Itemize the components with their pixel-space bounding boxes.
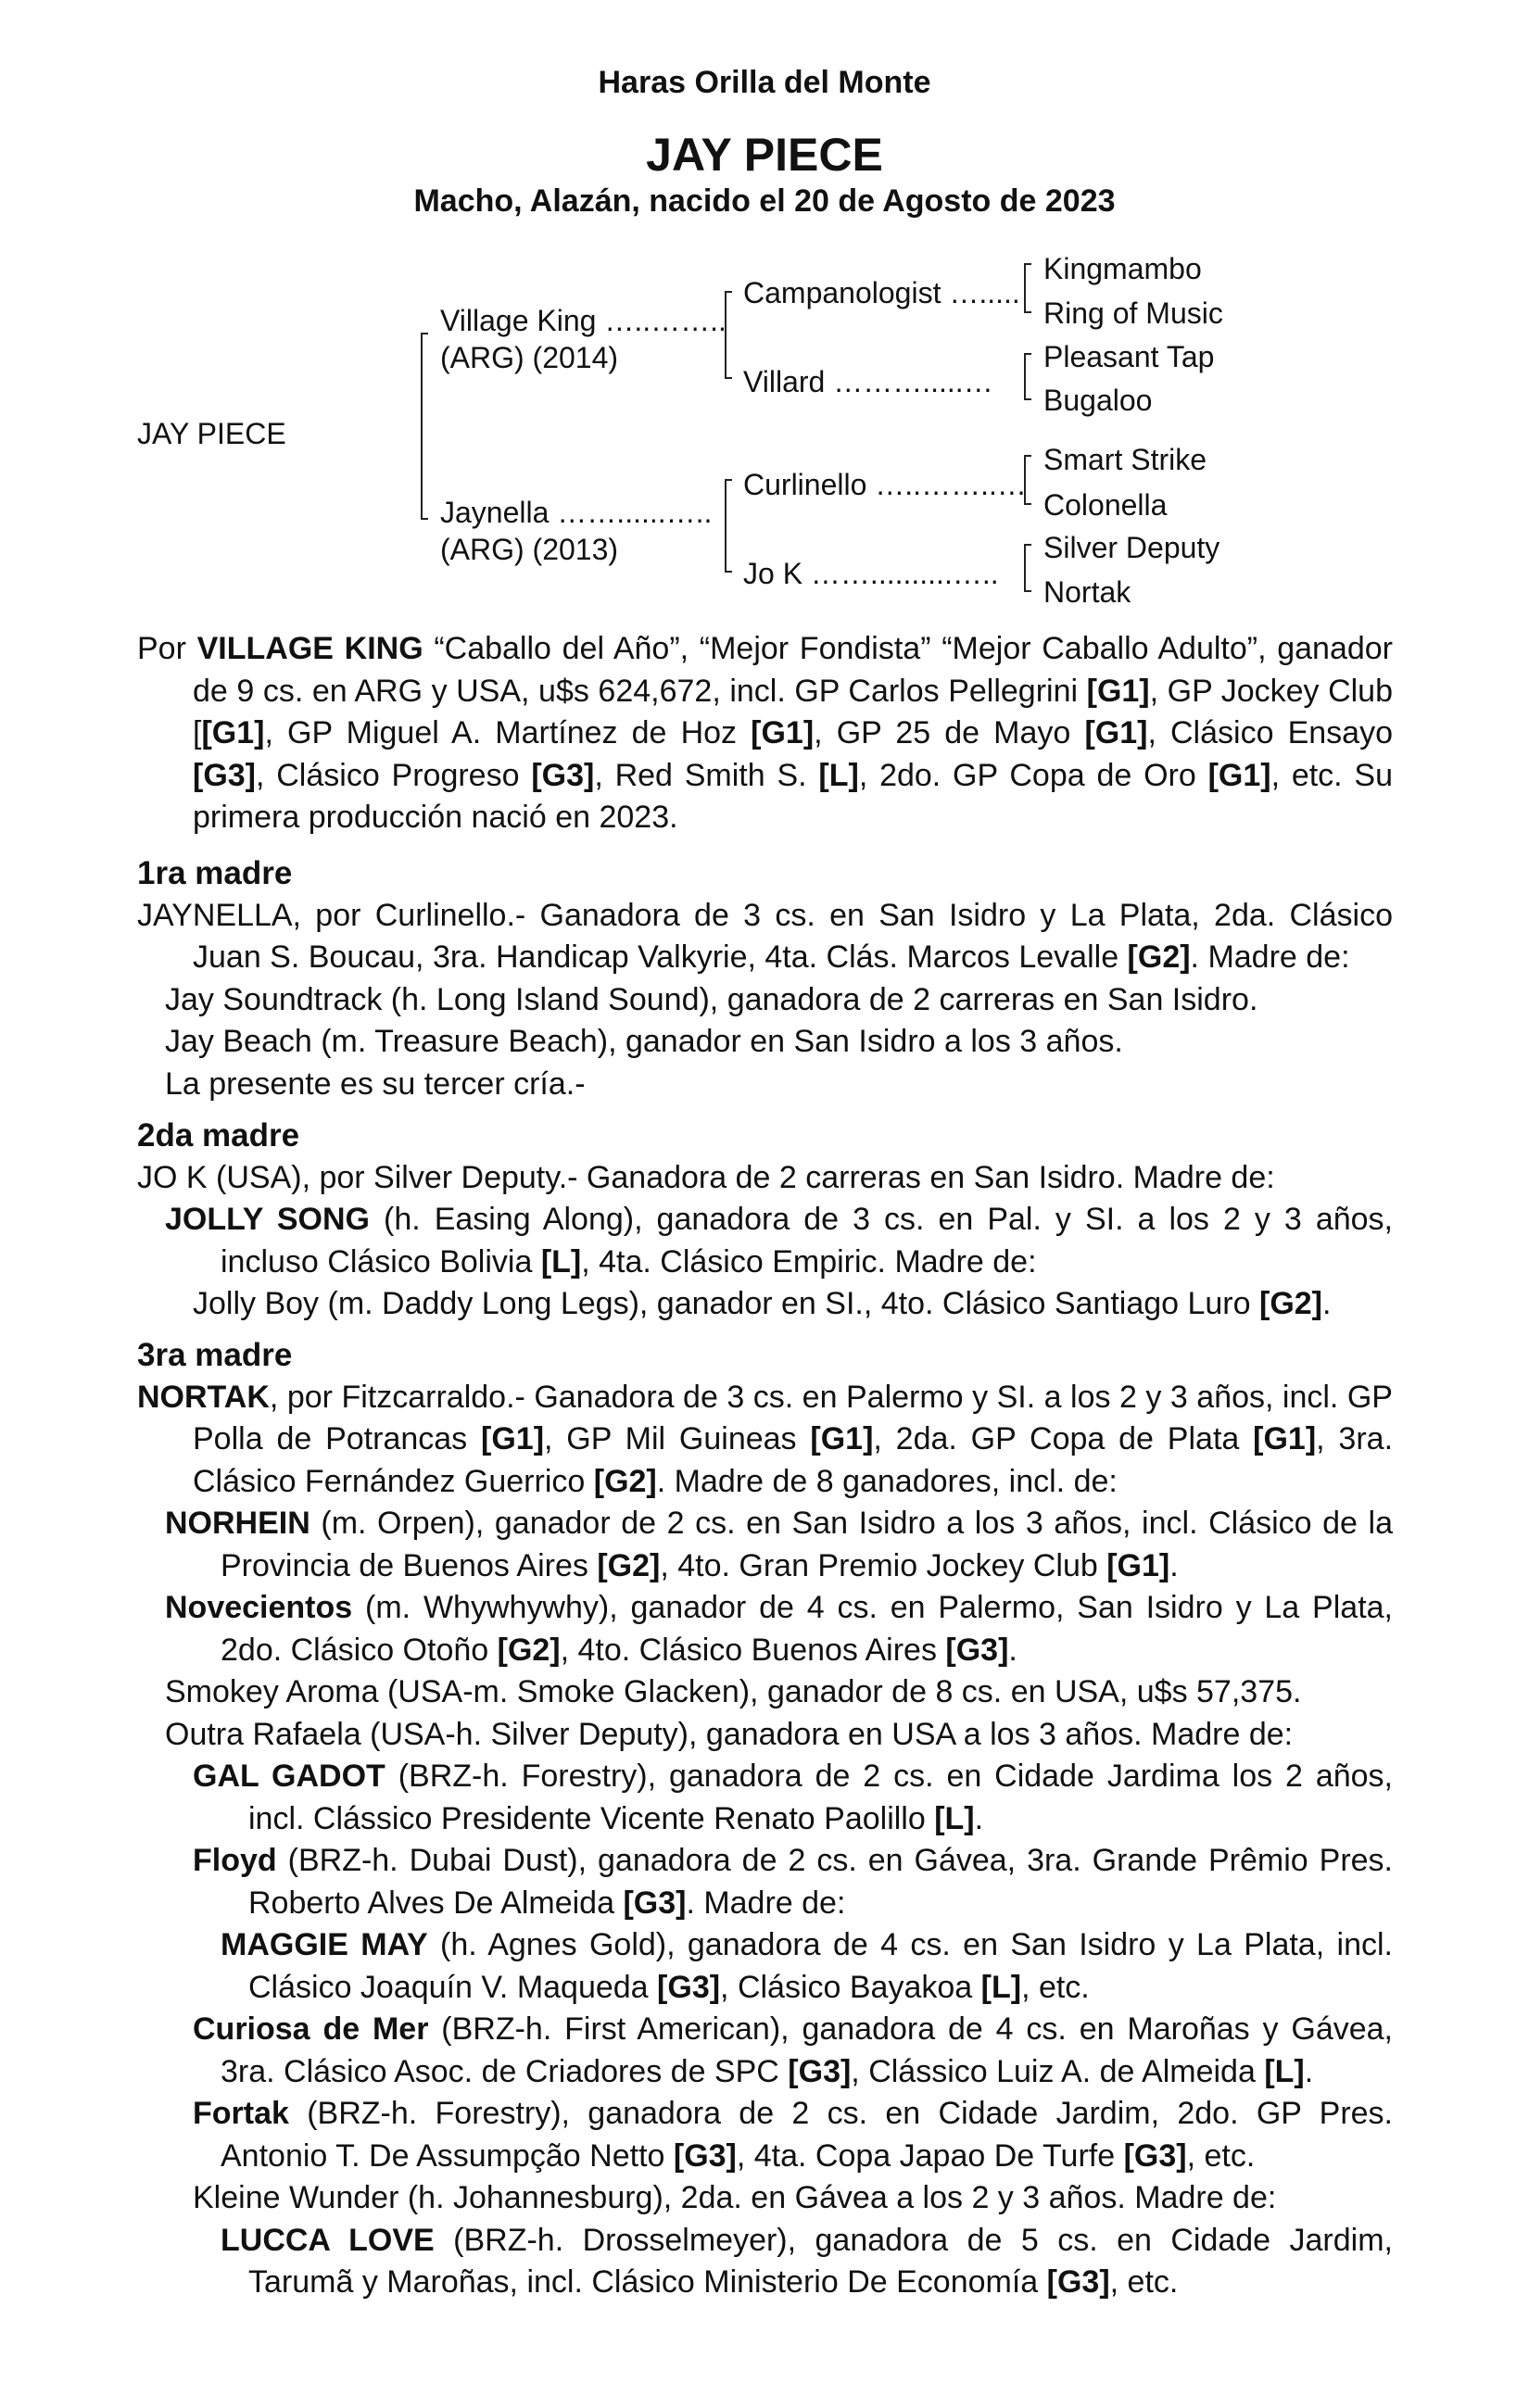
pedigree-sss: Kingmambo bbox=[1043, 252, 1202, 285]
smokey-aroma-entry: Smokey Aroma (USA-m. Smoke Glacken), ganador de 8 cs. en USA, u$s 57,375. bbox=[165, 1674, 1302, 1709]
bracket-dam bbox=[726, 480, 732, 572]
bracket-dd bbox=[1025, 545, 1031, 591]
pedigree-dam: Jaynella ……......….. bbox=[440, 496, 713, 529]
pedigree-subject: JAY PIECE bbox=[137, 417, 286, 450]
outra-rafaela-entry: Outra Rafaela (USA-h. Silver Deputy), ganadora en USA a los 3 años. Madre de: bbox=[165, 1716, 1294, 1752]
first-dam-section bbox=[137, 852, 1393, 1105]
sire-paragraph: Por VILLAGE KING “Caballo del Año”, “Mejor Fondista” “Mejor Caballo Adulto”, ganador de 9 cs. en ARG y USA, u$s 624,672, incl. GP Carlos Pellegrini [G1], GP Jockey Club [[G1], GP Miguel A. Martínez de Hoz [G1], GP 25 de Mayo [G1], Clásico Ensayo [G3], Clásico Progreso [G3], Red Smith S. [L], 2do. GP Copa de Oro [G1], etc. Su primera producción nació en 2023. bbox=[137, 631, 1394, 835]
bracket-sire-dam bbox=[422, 334, 428, 519]
second-dam-heading: 2da madre bbox=[137, 1117, 300, 1154]
first-dam-produce-2: Jay Beach (m. Treasure Beach), ganador en San Isidro a los 3 años. bbox=[165, 1024, 1123, 1059]
jolly-song-entry: JOLLY SONG (h. Easing Along), ganadora de 3 cs. en Pal. y SI. a los 2 y 3 años, incluso Clásico Bolivia [L], 4ta. Clásico Empiric. Madre de: bbox=[165, 1202, 1393, 1280]
pedigree-dds: Silver Deputy bbox=[1043, 531, 1220, 564]
gal-gadot-entry: GAL GADOT (BRZ-h. Forestry), ganadora de 2 cs. en Cidade Jardima los 2 años, incl. Clássico Presidente Vicente Renato Paolillo [L]. bbox=[193, 1759, 1393, 1836]
third-dam-section bbox=[137, 1334, 1393, 2304]
pedigree-sds: Pleasant Tap bbox=[1043, 340, 1215, 373]
pedigree-sire-info: (ARG) (2014) bbox=[440, 341, 619, 374]
pedigree-sd: Villard ……….....… bbox=[743, 365, 993, 398]
pedigree-ss: Campanologist …..... bbox=[743, 276, 1020, 309]
pedigree-dd: Jo K ……..........….. bbox=[743, 557, 999, 590]
horse-subtitle: Macho, Alazán, nacido el 20 de Agosto de 2023 bbox=[413, 183, 1116, 219]
pedigree-ssd: Ring of Music bbox=[1043, 296, 1223, 330]
sire-name: VILLAGE KING bbox=[196, 631, 423, 666]
pedigree-dam-info: (ARG) (2013) bbox=[440, 533, 619, 566]
second-dam-paragraph: JO K (USA), por Silver Deputy.- Ganadora de 2 carreras en San Isidro. Madre de: bbox=[137, 1159, 1275, 1195]
pedigree-dsd: Colonella bbox=[1043, 488, 1168, 522]
floyd-entry: Floyd (BRZ-h. Dubai Dust), ganadora de 2 cs. en Gávea, 3ra. Grande Prêmio Pres. Roberto Alves De Almeida [G3]. Madre de: bbox=[193, 1843, 1393, 1921]
jolly-boy-entry: Jolly Boy (m. Daddy Long Legs), ganador en SI., 4to. Clásico Santiago Luro [G2]. bbox=[193, 1286, 1332, 1321]
fortak-entry: Fortak (BRZ-h. Forestry), ganadora de 2 cs. en Cidade Jardim, 2do. GP Pres. Antonio T. De Assumpção Netto [G3], 4ta. Copa Japao De Turfe [G3], etc. bbox=[193, 2096, 1393, 2174]
curiosa-de-mer-entry: Curiosa de Mer (BRZ-h. First American), ganadora de 4 cs. en Maroñas y Gávea, 3ra. Clásico Asoc. de Criadores de SPC [G3], Clássico Luiz A. de Almeida [L]. bbox=[193, 2011, 1393, 2089]
pedigree-ddd: Nortak bbox=[1043, 575, 1131, 609]
sire-section bbox=[137, 628, 1393, 839]
novecientos-entry: Novecientos (m. Whywhywhy), ganador de 4 cs. en Palermo, San Isidro y La Plata, 2do. Clásico Otoño [G2], 4to. Clásico Buenos Aires [G3]. bbox=[165, 1590, 1393, 1668]
bracket-sd bbox=[1025, 354, 1031, 399]
pedigree-brackets bbox=[0, 0, 1529, 630]
second-dam-section bbox=[137, 1115, 1393, 1326]
maggie-may-entry: MAGGIE MAY (h. Agnes Gold), ganadora de 4 cs. en San Isidro y La Plata, incl. Clásico Joaquín V. Maqueda [G3], Clásico Bayakoa [L], etc. bbox=[221, 1927, 1393, 2005]
bracket-ss bbox=[1025, 264, 1031, 312]
bracket-sire bbox=[726, 292, 732, 378]
first-dam-produce-1: Jay Soundtrack (h. Long Island Sound), ganadora de 2 carreras en San Isidro. bbox=[165, 981, 1258, 1017]
pedigree-ds: Curlinello …..……..… bbox=[743, 468, 1027, 501]
lucca-love-entry: LUCCA LOVE (BRZ-h. Drosselmeyer), ganadora de 5 cs. en Cidade Jardim, Tarumã y Maroñas, incl. Clásico Ministerio De Economía [G3], etc. bbox=[221, 2222, 1393, 2300]
norhein-entry: NORHEIN (m. Orpen), ganador de 2 cs. en San Isidro a los 3 años, incl. Clásico de la Provincia de Buenos Aires [G2], 4to. Gran Premio Jockey Club [G1]. bbox=[165, 1506, 1393, 1583]
pedigree-dss: Smart Strike bbox=[1043, 443, 1207, 476]
first-dam-heading: 1ra madre bbox=[137, 855, 293, 891]
third-dam-heading: 3ra madre bbox=[137, 1337, 293, 1373]
first-dam-note: La presente es su tercer cría.- bbox=[165, 1065, 586, 1102]
pedigree-sdd: Bugaloo bbox=[1043, 384, 1153, 417]
nortak-paragraph: NORTAK, por Fitzcarraldo.- Ganadora de 3 cs. en Palermo y SI. a los 2 y 3 años, incl. GP Polla de Potrancas [G1], GP Mil Guineas [G1], 2da. GP Copa de Plata [G1], 3ra. Clásico Fernández Guerrico [G2]. Madre de 8 ganadores, incl. de: bbox=[137, 1379, 1394, 1499]
pedigree-sire: Village King …..…….. bbox=[440, 304, 727, 337]
first-dam-paragraph: JAYNELLA, por Curlinello.- Ganadora de 3 cs. en San Isidro y La Plata, 2da. Clásico Juan S. Boucau, 3ra. Handicap Valkyrie, 4ta. Clás. Marcos Levalle [G2]. Madre de: bbox=[137, 897, 1393, 975]
horse-title: JAY PIECE bbox=[646, 129, 883, 181]
kleine-wunder-entry: Kleine Wunder (h. Johannesburg), 2da. en Gávea a los 2 y 3 años. Madre de: bbox=[193, 2180, 1277, 2215]
farm-name: Haras Orilla del Monte bbox=[598, 65, 931, 100]
